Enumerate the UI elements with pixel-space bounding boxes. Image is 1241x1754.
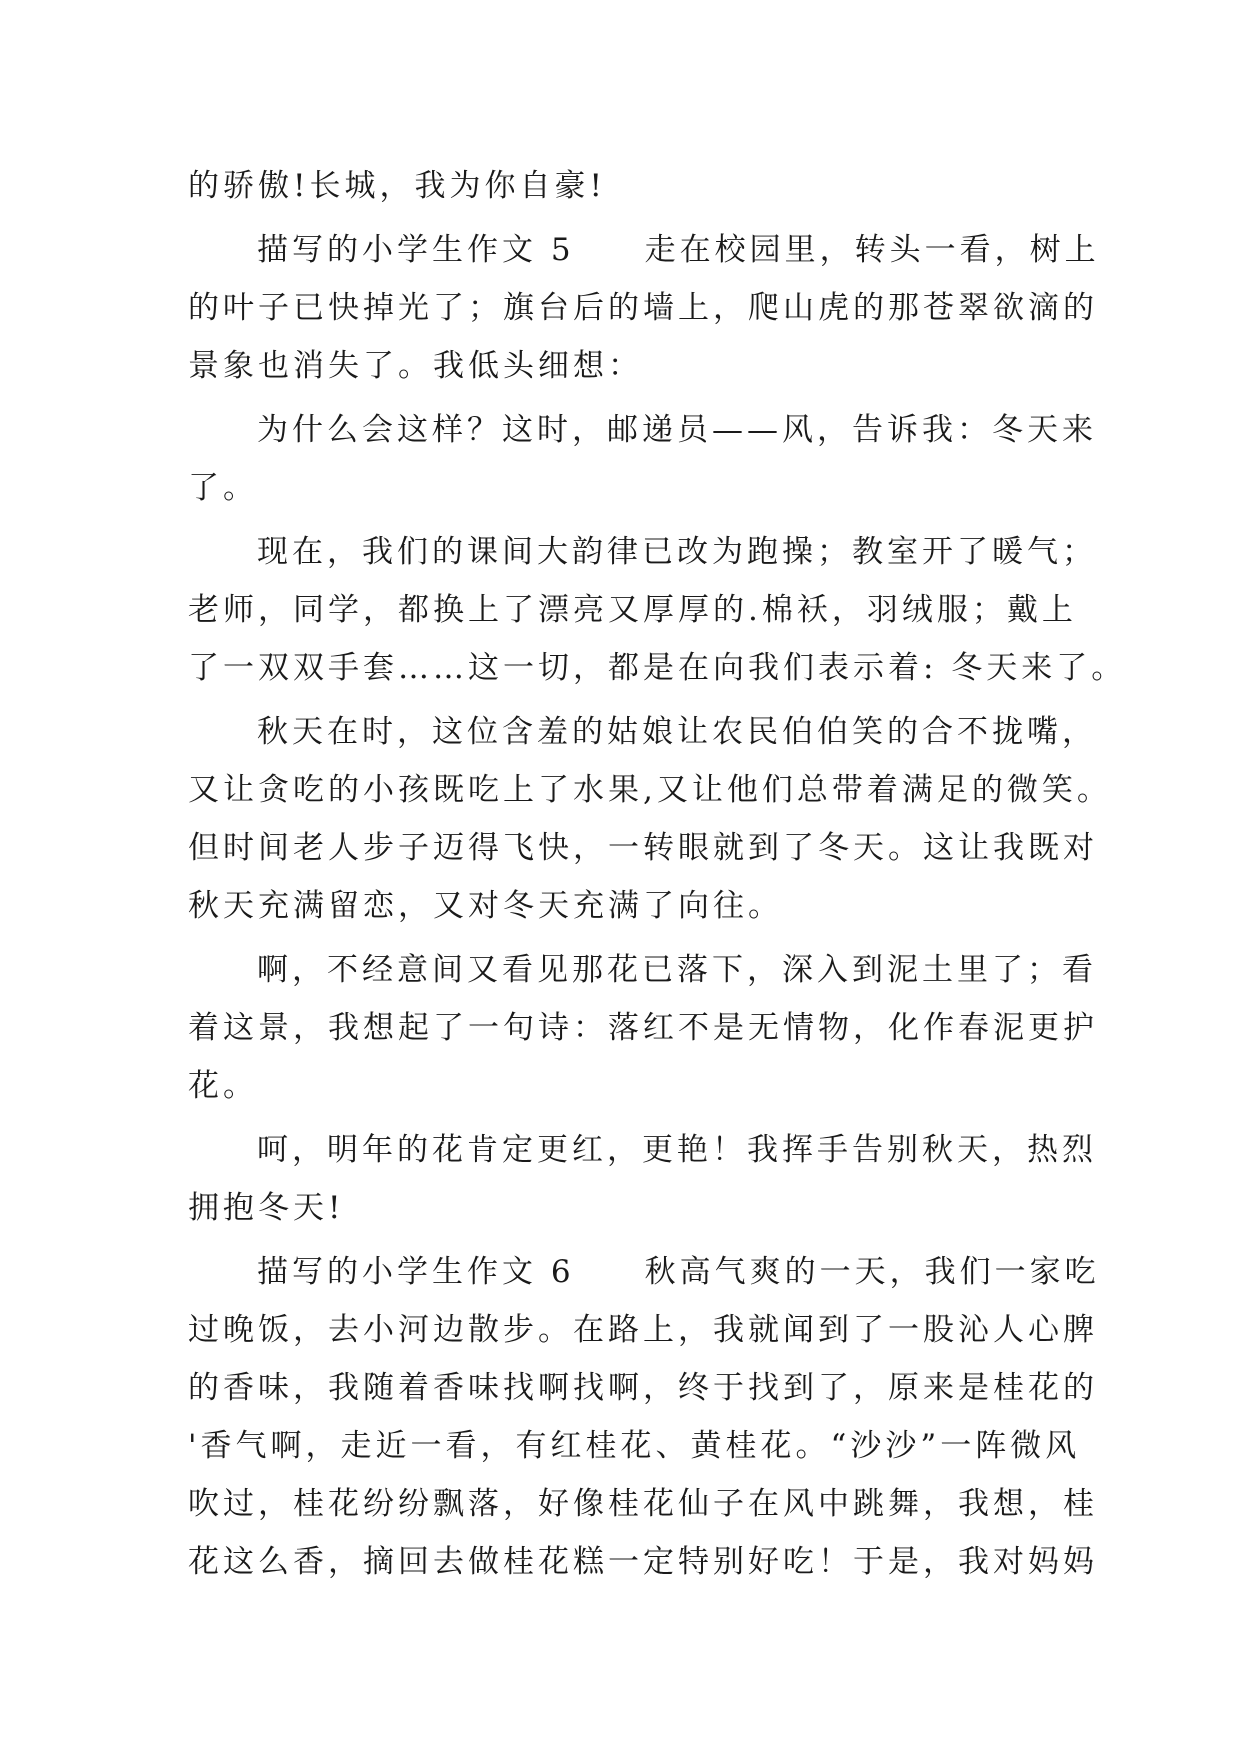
text-line: 但时间老人步子迈得飞快，一转眼就到了冬天。这让我既对 [188,830,1098,866]
text-line: 呵，明年的花肯定更红，更艳！我挥手告别秋天，热烈 [257,1132,1097,1168]
text-line: 花。 [188,1068,258,1104]
text-line: 现在，我们的课间大韵律已改为跑操；教室开了暖气； [257,534,1097,570]
text-line: 景象也消失了。我低头细想： [188,348,643,384]
text-line: 啊，不经意间又看见那花已落下，深入到泥土里了；看 [257,952,1097,988]
text-line: 了。 [188,470,258,506]
text-line: 描写的小学生作文 6 秋高气爽的一天，我们一家吃 [257,1254,1100,1290]
text-line: 了一双双手套……这一切，都是在向我们表示着: 冬天来了。 [188,650,1127,686]
text-line: '香气啊，走近一看，有红桂花、黄桂花。“沙沙”一阵微风 [188,1428,1081,1464]
text-line: 过晚饭，去小河边散步。在路上，我就闻到了一股沁人心脾 [188,1312,1098,1348]
text-line: 的骄傲!长城，我为你自豪! [188,168,606,204]
text-line: 又让贪吃的小孩既吃上了水果,又让他们总带着满足的微笑。 [188,772,1112,808]
text-line: 描写的小学生作文 5 走在校园里，转头一看，树上 [257,232,1100,268]
body-text [188,157,1127,1591]
text-line: 的叶子已快掉光了；旗台后的墙上，爬山虎的那苍翠欲滴的 [188,290,1098,326]
text-line: 花这么香，摘回去做桂花糕一定特别好吃！于是，我对妈妈 [188,1544,1098,1580]
text-line: 的香味，我随着香味找啊找啊，终于找到了，原来是桂花的 [188,1370,1098,1406]
text-line: 秋天充满留恋，又对冬天充满了向往。 [188,888,783,924]
text-line: 秋天在时，这位含羞的姑娘让农民伯伯笑的合不拢嘴， [257,714,1097,750]
text-line: 着这景，我想起了一句诗：落红不是无情物，化作春泥更护 [188,1010,1098,1046]
text-line: 拥抱冬天! [188,1190,345,1226]
text-line: 老师，同学，都换上了漂亮又厚厚的.棉袄，羽绒服；戴上 [188,592,1077,628]
text-line: 为什么会这样？这时，邮递员——风，告诉我：冬天来 [257,412,1097,448]
text-line: 吹过，桂花纷纷飘落，好像桂花仙子在风中跳舞，我想，桂 [188,1486,1098,1522]
